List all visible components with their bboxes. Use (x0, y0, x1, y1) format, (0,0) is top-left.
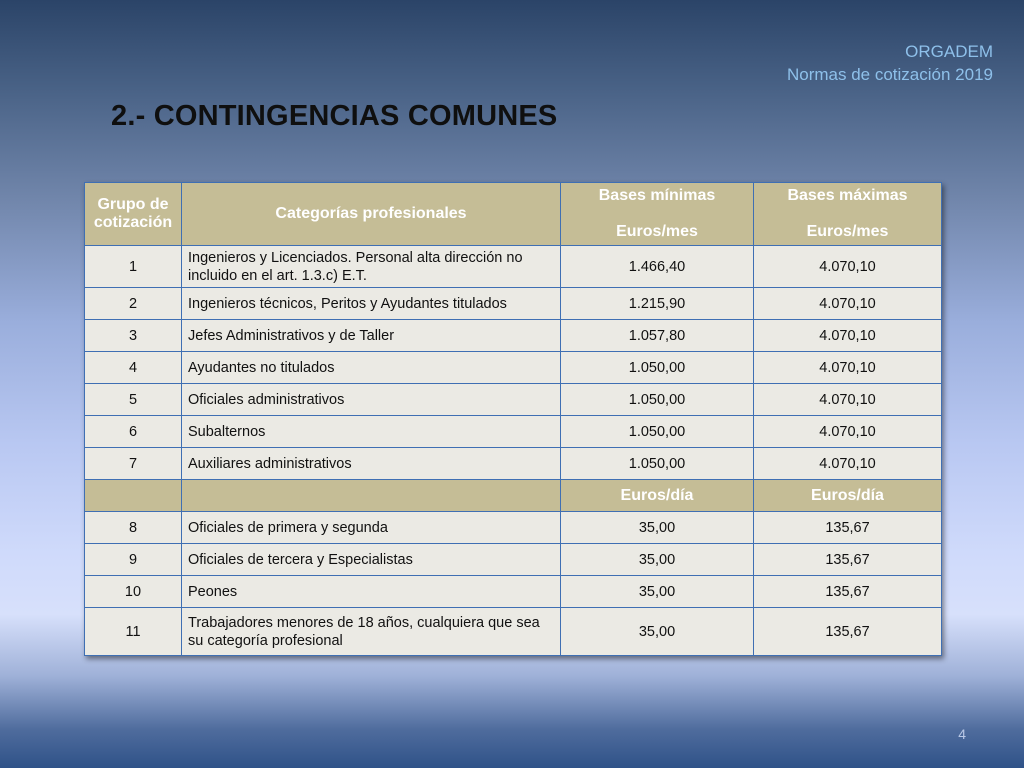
row-min: 35,00 (561, 512, 754, 544)
row-category: Subalternos (182, 416, 561, 448)
row-min: 35,00 (561, 608, 754, 656)
daily-header-empty-group (85, 480, 182, 512)
row-group: 8 (85, 512, 182, 544)
header-min (561, 183, 754, 246)
row-max: 135,67 (754, 512, 942, 544)
row-category: Ingenieros y Licenciados. Personal alta dirección no incluido en el art. 1.3.c) E.T. (182, 246, 561, 288)
row-max: 4.070,10 (754, 320, 942, 352)
row-group: 5 (85, 384, 182, 416)
table-row (85, 608, 942, 656)
row-min: 35,00 (561, 576, 754, 608)
page-number: 4 (958, 726, 966, 742)
table-row (85, 416, 942, 448)
row-min: 1.050,00 (561, 416, 754, 448)
table-row (85, 448, 942, 480)
row-group: 9 (85, 544, 182, 576)
row-category: Oficiales de primera y segunda (182, 512, 561, 544)
row-max: 135,67 (754, 544, 942, 576)
table-row (85, 576, 942, 608)
daily-header-max-unit: Euros/día (754, 480, 942, 512)
slide-title: 2.- CONTINGENCIAS COMUNES (111, 100, 558, 132)
slide-header (787, 40, 993, 86)
row-max: 4.070,10 (754, 288, 942, 320)
table-row (85, 288, 942, 320)
row-category: Peones (182, 576, 561, 608)
table-header-row (85, 183, 942, 246)
row-group: 11 (85, 608, 182, 656)
table-row (85, 544, 942, 576)
header-group: Grupo de cotización (85, 183, 182, 246)
table-row (85, 320, 942, 352)
table-row (85, 352, 942, 384)
row-group: 2 (85, 288, 182, 320)
header-category: Categorías profesionales (182, 183, 561, 246)
header-max (754, 183, 942, 246)
slide-subtitle: Normas de cotización 2019 (786, 65, 993, 84)
row-max: 4.070,10 (754, 384, 942, 416)
row-min: 35,00 (561, 544, 754, 576)
row-group: 6 (85, 416, 182, 448)
row-category: Trabajadores menores de 18 años, cualquiera que sea su categoría profesional (182, 608, 561, 656)
row-min: 1.215,90 (561, 288, 754, 320)
row-group: 1 (85, 246, 182, 288)
row-group: 7 (85, 448, 182, 480)
row-min: 1.057,80 (561, 320, 754, 352)
daily-header-empty-category (182, 480, 561, 512)
row-category: Oficiales de tercera y Especialistas (182, 544, 561, 576)
daily-header-row (85, 480, 942, 512)
row-min: 1.050,00 (561, 352, 754, 384)
contribution-bases-table (84, 182, 942, 656)
row-max: 4.070,10 (754, 352, 942, 384)
row-max: 4.070,10 (754, 416, 942, 448)
row-group: 10 (85, 576, 182, 608)
row-category: Ayudantes no titulados (182, 352, 561, 384)
org-name: ORGADEM (905, 42, 993, 61)
header-min-unit: Euros/mes (616, 223, 698, 240)
table-row (85, 384, 942, 416)
row-max: 4.070,10 (754, 448, 942, 480)
table-row (85, 246, 942, 288)
row-group: 4 (85, 352, 182, 384)
row-category: Auxiliares administrativos (182, 448, 561, 480)
table-row (85, 512, 942, 544)
row-category: Oficiales administrativos (182, 384, 561, 416)
row-min: 1.050,00 (561, 448, 754, 480)
header-max-unit: Euros/mes (806, 223, 889, 240)
row-max: 135,67 (754, 576, 942, 608)
row-max: 4.070,10 (754, 246, 942, 288)
row-min: 1.466,40 (561, 246, 754, 288)
daily-header-min-unit: Euros/día (561, 480, 754, 512)
row-max: 135,67 (754, 608, 942, 656)
row-group: 3 (85, 320, 182, 352)
row-category: Ingenieros técnicos, Peritos y Ayudantes titulados (182, 288, 561, 320)
header-max-label: Bases máximas (787, 187, 908, 204)
row-min: 1.050,00 (561, 384, 754, 416)
header-min-label: Bases mínimas (598, 187, 716, 204)
row-category: Jefes Administrativos y de Taller (182, 320, 561, 352)
